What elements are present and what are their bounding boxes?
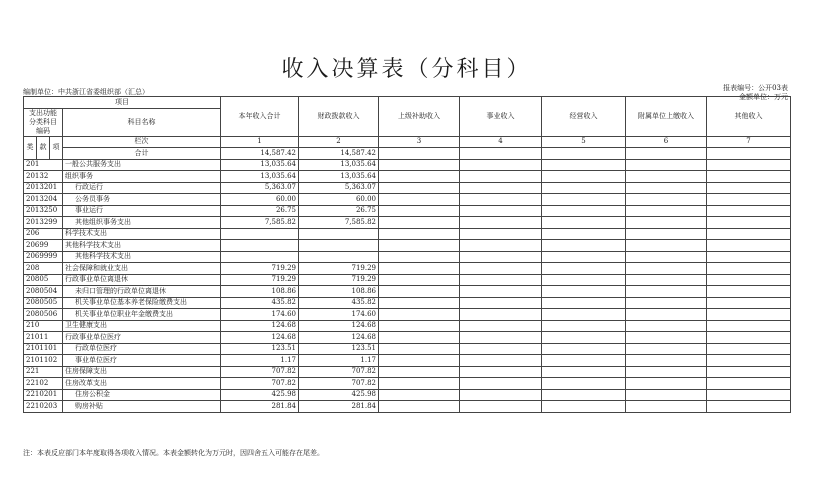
subject-name: 购房补贴: [63, 401, 221, 413]
empty-cell: [379, 343, 460, 355]
col-number-2: 2: [299, 136, 379, 148]
fiscal-appropriation: 5,363.07: [299, 182, 379, 194]
subject-code: 20699: [24, 240, 63, 252]
col-header-4: 事业收入: [460, 97, 542, 137]
empty-cell: [379, 286, 460, 298]
annual-income-total: 13,035.64: [221, 159, 299, 171]
empty-cell: [379, 309, 460, 321]
col-number-7: 7: [707, 136, 791, 148]
fiscal-appropriation: 174.60: [299, 309, 379, 321]
col-header-6: 附属单位上缴收入: [626, 97, 707, 137]
empty-cell: [379, 378, 460, 390]
annual-income-total: 707.82: [221, 378, 299, 390]
empty-cell: [542, 309, 626, 321]
subject-code: 2210201: [24, 389, 63, 401]
fiscal-appropriation: 123.51: [299, 343, 379, 355]
empty-cell: [379, 217, 460, 229]
table-row: [24, 401, 791, 413]
empty-cell: [707, 332, 791, 344]
col-number-1: 1: [221, 136, 299, 148]
empty-cell: [542, 171, 626, 183]
subject-code: 2210203: [24, 401, 63, 413]
empty-cell: [707, 366, 791, 378]
empty-cell: [379, 182, 460, 194]
annual-income-total: 719.29: [221, 263, 299, 275]
empty-cell: [707, 217, 791, 229]
empty-cell: [460, 401, 542, 413]
total-value-2: 14,587.42: [299, 148, 379, 160]
empty-cell: [626, 332, 707, 344]
fiscal-appropriation: 1.17: [299, 355, 379, 367]
fiscal-appropriation: 707.82: [299, 378, 379, 390]
subject-name: 住房保障支出: [63, 366, 221, 378]
subject-name: 机关事业单位基本养老保险缴费支出: [63, 297, 221, 309]
annual-income-total: 124.68: [221, 320, 299, 332]
fiscal-appropriation: 719.29: [299, 274, 379, 286]
empty-cell: [460, 194, 542, 206]
lei-header: 类: [24, 136, 37, 159]
empty-cell: [707, 205, 791, 217]
empty-cell: [542, 366, 626, 378]
empty-cell: [542, 355, 626, 367]
empty-cell: [626, 217, 707, 229]
amount-unit: 金额单位：万元: [739, 93, 788, 101]
subject-name: 组织事务: [63, 171, 221, 183]
subject-name: 科学技术支出: [63, 228, 221, 240]
subject-code: 22102: [24, 378, 63, 390]
empty-cell: [626, 159, 707, 171]
empty-cell: [626, 263, 707, 275]
empty-cell: [379, 320, 460, 332]
empty-cell: [379, 401, 460, 413]
empty-cell: [707, 274, 791, 286]
empty-cell: [542, 159, 626, 171]
subject-code: 2013250: [24, 205, 63, 217]
empty-cell: [379, 251, 460, 263]
subject-code: 2101102: [24, 355, 63, 367]
empty-cell: [460, 297, 542, 309]
fiscal-appropriation: [299, 240, 379, 252]
subject-name: 住房公积金: [63, 389, 221, 401]
subject-name: 其他组织事务支出: [63, 217, 221, 229]
fiscal-appropriation: [299, 228, 379, 240]
empty-cell: [542, 194, 626, 206]
empty-cell: [626, 286, 707, 298]
subject-name: 其他科学技术支出: [63, 251, 221, 263]
subject-name: 事业单位医疗: [63, 355, 221, 367]
table-row: [24, 309, 791, 321]
empty-cell: [626, 309, 707, 321]
empty-cell: [626, 182, 707, 194]
empty-cell: [460, 366, 542, 378]
header-row-column-numbers: [24, 136, 791, 148]
table-row: [24, 274, 791, 286]
table-row: [24, 297, 791, 309]
annual-income-total: 435.82: [221, 297, 299, 309]
table-row: [24, 159, 791, 171]
fiscal-appropriation: 425.98: [299, 389, 379, 401]
empty-cell: [460, 182, 542, 194]
col-number-3: 3: [379, 136, 460, 148]
subject-code: 2080504: [24, 286, 63, 298]
subject-name: 行政事业单位医疗: [63, 332, 221, 344]
subject-code: 208: [24, 263, 63, 275]
empty-cell: [626, 228, 707, 240]
total-label: 合计: [63, 148, 221, 160]
col-number-6: 6: [626, 136, 707, 148]
empty-cell: [379, 205, 460, 217]
fiscal-appropriation: 435.82: [299, 297, 379, 309]
subject-name: 公务员事务: [63, 194, 221, 206]
empty-cell: [460, 389, 542, 401]
fiscal-appropriation: 707.82: [299, 366, 379, 378]
empty-cell: [542, 297, 626, 309]
empty-cell: [379, 159, 460, 171]
subject-code: 2069999: [24, 251, 63, 263]
table-row: [24, 389, 791, 401]
table-row: [24, 286, 791, 298]
empty-cell: [626, 355, 707, 367]
col-header-3: 上级补助收入: [379, 97, 460, 137]
empty-cell: [379, 171, 460, 183]
annual-income-total: 707.82: [221, 366, 299, 378]
annual-income-total: 124.68: [221, 332, 299, 344]
annual-income-total: 174.60: [221, 309, 299, 321]
empty-cell: [460, 263, 542, 275]
fiscal-appropriation: 719.29: [299, 263, 379, 275]
empty-cell: [460, 251, 542, 263]
table-row: [24, 228, 791, 240]
subject-code: 2101101: [24, 343, 63, 355]
total-value-1: 14,587.42: [221, 148, 299, 160]
empty-cell: [707, 389, 791, 401]
empty-cell: [460, 217, 542, 229]
empty-cell: [460, 171, 542, 183]
empty-cell: [542, 251, 626, 263]
table-row: [24, 378, 791, 390]
compiling-unit: 编制单位：中共浙江省委组织部（汇总）: [23, 88, 149, 96]
empty-cell: [626, 251, 707, 263]
annual-income-total: 281.84: [221, 401, 299, 413]
table-row: [24, 332, 791, 344]
empty-cell: [542, 320, 626, 332]
empty-cell: [542, 228, 626, 240]
empty-cell: [707, 378, 791, 390]
empty-cell: [460, 159, 542, 171]
empty-cell: [460, 320, 542, 332]
col-number-4: 4: [460, 136, 542, 148]
subject-code: 221: [24, 366, 63, 378]
empty-cell: [542, 274, 626, 286]
subject-code: 20132: [24, 171, 63, 183]
subject-name: 行政单位医疗: [63, 343, 221, 355]
column-number-label: 栏次: [63, 136, 221, 148]
empty-cell: [542, 389, 626, 401]
empty-cell: [379, 297, 460, 309]
subject-code: 201: [24, 159, 63, 171]
annual-income-total: 5,363.07: [221, 182, 299, 194]
subject-name: 机关事业单位职业年金缴费支出: [63, 309, 221, 321]
empty-cell: [542, 263, 626, 275]
empty-cell: [626, 343, 707, 355]
fiscal-appropriation: 26.75: [299, 205, 379, 217]
form-number: 报表编号：公开03表: [723, 84, 788, 92]
project-header: 项目: [24, 97, 221, 109]
empty-cell: [542, 343, 626, 355]
empty-cell: [379, 389, 460, 401]
empty-cell: [460, 240, 542, 252]
fiscal-appropriation: 60.00: [299, 194, 379, 206]
table-row: [24, 355, 791, 367]
empty-cell: [626, 171, 707, 183]
subject-code: 2013299: [24, 217, 63, 229]
empty-cell: [542, 332, 626, 344]
annual-income-total: [221, 251, 299, 263]
col-header-5: 经营收入: [542, 97, 626, 137]
empty-cell: [707, 297, 791, 309]
col-header-1: 本年收入合计: [221, 97, 299, 137]
empty-cell: [460, 355, 542, 367]
empty-cell: [626, 240, 707, 252]
empty-cell: [379, 240, 460, 252]
header-row-project: [24, 97, 791, 109]
subject-name: 卫生健康支出: [63, 320, 221, 332]
empty-cell: [707, 171, 791, 183]
annual-income-total: [221, 240, 299, 252]
annual-income-total: 13,035.64: [221, 171, 299, 183]
empty-cell: [707, 401, 791, 413]
empty-cell: [379, 332, 460, 344]
table-row: [24, 240, 791, 252]
fiscal-appropriation: 13,035.64: [299, 171, 379, 183]
empty-cell: [379, 228, 460, 240]
subject-code: 20805: [24, 274, 63, 286]
subject-code: 2013204: [24, 194, 63, 206]
table-row: [24, 205, 791, 217]
empty-cell: [460, 378, 542, 390]
empty-cell: [707, 320, 791, 332]
empty-cell: [542, 378, 626, 390]
empty-cell: [542, 205, 626, 217]
empty-cell: [707, 194, 791, 206]
subject-code: 2080506: [24, 309, 63, 321]
fiscal-appropriation: [299, 251, 379, 263]
empty-cell: [707, 286, 791, 298]
empty-cell: [626, 205, 707, 217]
empty-cell: [542, 182, 626, 194]
empty-cell: [542, 217, 626, 229]
table-row: [24, 182, 791, 194]
empty-cell: [542, 286, 626, 298]
table-row: [24, 263, 791, 275]
report-title: 收入决算表（分科目）: [281, 57, 532, 82]
subject-code: 2013201: [24, 182, 63, 194]
empty-cell: [707, 263, 791, 275]
annual-income-total: 7,585.82: [221, 217, 299, 229]
name-header: 科目名称: [63, 108, 221, 136]
footnote: 注：本表反应部门本年度取得各项收入情况。本表金额转化为万元时，因四舍五入可能存在尾差。: [23, 449, 324, 457]
empty-cell: [460, 274, 542, 286]
annual-income-total: 60.00: [221, 194, 299, 206]
income-table: [23, 96, 791, 413]
table-row: [24, 320, 791, 332]
annual-income-total: [221, 228, 299, 240]
empty-cell: [707, 355, 791, 367]
empty-cell: [460, 228, 542, 240]
subject-code: 21011: [24, 332, 63, 344]
subject-code: 2080505: [24, 297, 63, 309]
annual-income-total: 108.86: [221, 286, 299, 298]
empty-cell: [626, 401, 707, 413]
empty-cell: [542, 401, 626, 413]
empty-cell: [707, 159, 791, 171]
annual-income-total: 425.98: [221, 389, 299, 401]
subject-name: 未归口管理的行政单位离退休: [63, 286, 221, 298]
subject-name: 行政事业单位离退休: [63, 274, 221, 286]
xiang-header: 项: [50, 136, 63, 159]
subject-name: 一般公共服务支出: [63, 159, 221, 171]
kuan-header: 款: [37, 136, 50, 159]
empty-cell: [626, 320, 707, 332]
empty-cell: [707, 240, 791, 252]
subject-name: 住房改革支出: [63, 378, 221, 390]
empty-cell: [626, 389, 707, 401]
empty-cell: [542, 240, 626, 252]
empty-cell: [626, 297, 707, 309]
empty-cell: [626, 274, 707, 286]
fiscal-appropriation: 7,585.82: [299, 217, 379, 229]
fiscal-appropriation: 281.84: [299, 401, 379, 413]
table-row: [24, 217, 791, 229]
subject-name: 行政运行: [63, 182, 221, 194]
empty-cell: [707, 251, 791, 263]
empty-cell: [626, 378, 707, 390]
annual-income-total: 26.75: [221, 205, 299, 217]
fiscal-appropriation: 13,035.64: [299, 159, 379, 171]
empty-cell: [460, 332, 542, 344]
fiscal-appropriation: 108.86: [299, 286, 379, 298]
annual-income-total: 1.17: [221, 355, 299, 367]
empty-cell: [460, 286, 542, 298]
empty-cell: [626, 194, 707, 206]
table-row: [24, 343, 791, 355]
subject-name: 社会保障和就业支出: [63, 263, 221, 275]
code-header: 支出功能分类科目编码: [24, 108, 63, 136]
subject-code: 210: [24, 320, 63, 332]
empty-cell: [460, 309, 542, 321]
col-number-5: 5: [542, 136, 626, 148]
empty-cell: [460, 343, 542, 355]
empty-cell: [379, 274, 460, 286]
col-header-2: 财政拨款收入: [299, 97, 379, 137]
empty-cell: [707, 228, 791, 240]
empty-cell: [707, 343, 791, 355]
empty-cell: [379, 366, 460, 378]
table-row: [24, 171, 791, 183]
col-header-7: 其他收入: [707, 97, 791, 137]
empty-cell: [460, 205, 542, 217]
empty-cell: [707, 309, 791, 321]
table-row: [24, 366, 791, 378]
empty-cell: [707, 182, 791, 194]
empty-cell: [379, 263, 460, 275]
annual-income-total: 123.51: [221, 343, 299, 355]
table-row: [24, 194, 791, 206]
annual-income-total: 719.29: [221, 274, 299, 286]
subject-name: 其他科学技术支出: [63, 240, 221, 252]
subject-name: 事业运行: [63, 205, 221, 217]
table-row: [24, 251, 791, 263]
fiscal-appropriation: 124.68: [299, 332, 379, 344]
subject-code: 206: [24, 228, 63, 240]
total-row: [24, 148, 791, 160]
empty-cell: [379, 355, 460, 367]
empty-cell: [379, 194, 460, 206]
fiscal-appropriation: 124.68: [299, 320, 379, 332]
empty-cell: [626, 366, 707, 378]
